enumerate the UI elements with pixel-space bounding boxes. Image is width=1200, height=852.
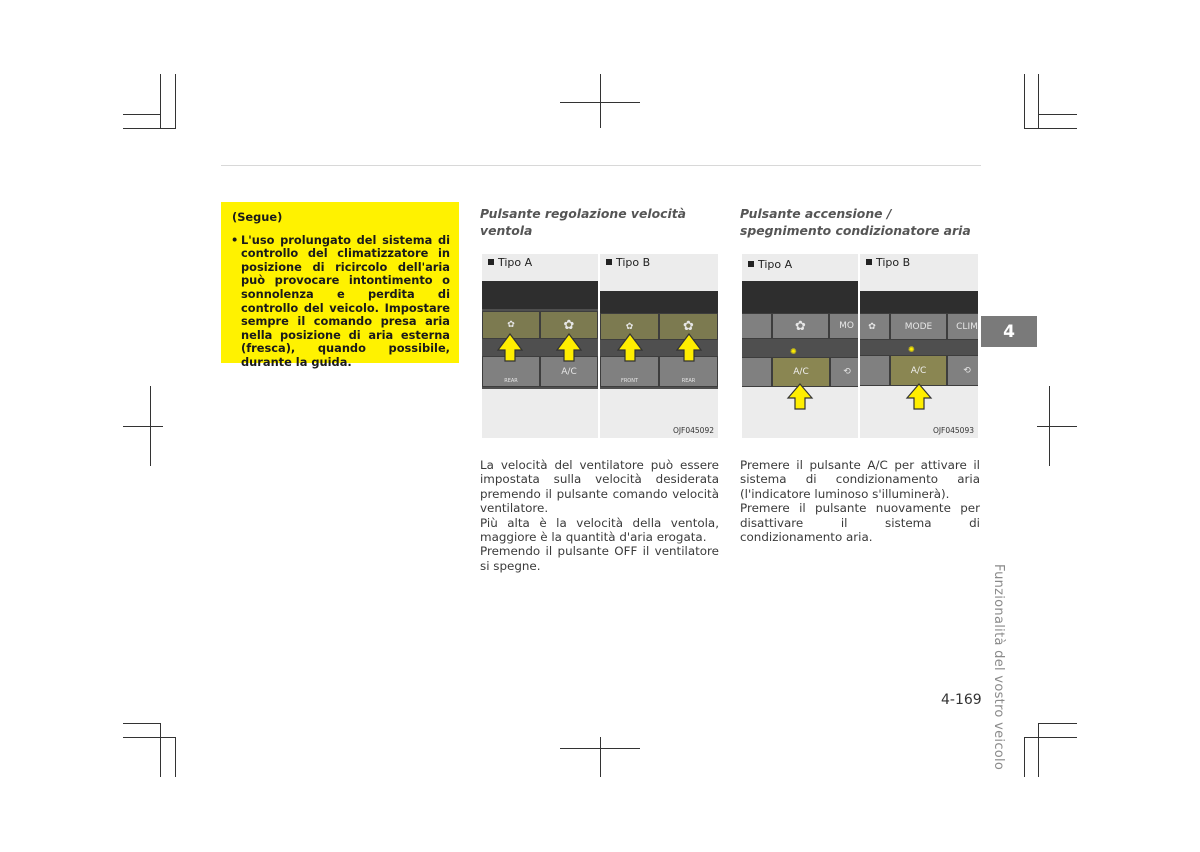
fan-icon: ✿ [683, 319, 694, 334]
arrow-up-icon [907, 384, 931, 409]
fan-icon: ✿ [795, 318, 806, 334]
warning-box [221, 202, 459, 369]
ac-button-a: A/C [540, 356, 598, 387]
warning-bullet-item [231, 234, 450, 370]
paragraph: La velocità del ventilatore può essere impostata sulla velocità desiderata premendo il pulsante comando velocità ventilatore. [480, 458, 719, 516]
mode-button-b: MODE [890, 313, 947, 340]
front-defrost-button: FRONT [600, 356, 659, 387]
fan-icon: ✿ [868, 321, 876, 332]
indicator-light-icon: ✺ [790, 347, 797, 356]
recirculation-icon: ⟲ [843, 367, 851, 377]
fan-type-a-label: Tipo A [488, 256, 532, 269]
bullet-marker: • [231, 232, 239, 247]
ac-type-a-label: Tipo A [748, 258, 792, 271]
arrow-up-icon [557, 334, 581, 361]
arrow-up-icon [498, 334, 522, 361]
arrow-up-icon [677, 334, 701, 361]
rear-defrost-button-b: REAR [659, 356, 718, 387]
page-number: 4-169 [941, 692, 982, 708]
header-rule [221, 165, 981, 166]
fan-speed-heading: Pulsante regolazione velocità ventola [480, 206, 687, 238]
chapter-title: Funzionalità del vostro veicolo [991, 564, 1006, 771]
ac-button-type-a: A/C [772, 357, 830, 387]
fan-speed-figure [482, 254, 718, 438]
ac-image-code: OJF045093 [932, 426, 974, 435]
indicator-light-icon: ✺ [908, 345, 915, 354]
fan-body-text [480, 458, 719, 573]
arrow-up-icon [788, 384, 812, 409]
paragraph: Premere il pulsante A/C per attivare il sistema di condizionamento aria (l'indicatore luminoso s'illuminerà). [740, 458, 980, 501]
warning-continued-label: (Segue) [232, 210, 283, 224]
chapter-tab: 4 [981, 316, 1037, 347]
fan-icon: ✿ [563, 317, 575, 333]
fan-type-b-label: Tipo B [606, 256, 650, 269]
ac-body-text [740, 458, 980, 544]
fan-icon: ✿ [507, 320, 515, 330]
fan-image-code: OJF045092 [672, 426, 714, 435]
paragraph: Premendo il pulsante OFF il ventilatore si spegne. [480, 544, 719, 573]
climate-button-b: CLIM [947, 313, 978, 340]
paragraph: Più alta è la velocità della ventola, maggiore è la quantità d'aria erogata. [480, 515, 719, 545]
arrow-overlay [482, 254, 718, 438]
rear-defrost-button: REAR [482, 356, 540, 387]
arrow-overlay [742, 254, 978, 438]
ac-figure [742, 254, 978, 438]
recirculation-icon: ⟲ [963, 365, 971, 376]
mode-button-a: MO [829, 313, 858, 339]
paragraph: Premere il pulsante nuovamente per disattivare il sistema di condizionamento aria. [740, 501, 980, 545]
ac-button-heading: Pulsante accensione / spegnimento condizionatore aria [740, 206, 971, 238]
ac-button-type-b: A/C [890, 355, 947, 386]
ac-type-b-label: Tipo B [866, 256, 910, 269]
arrow-up-icon [618, 334, 642, 361]
fan-icon: ✿ [625, 321, 634, 332]
warning-text: L'uso prolungato del sistema di controllo del climatizzatore in posizione di ricircolo dell'aria può provocare intontimento o sonnolenza e perdita di controllo del veicolo. Impostare sempre il comando presa aria nella posizione di aria esterna (fresca), quando possibile, durante la guida. [241, 232, 450, 369]
